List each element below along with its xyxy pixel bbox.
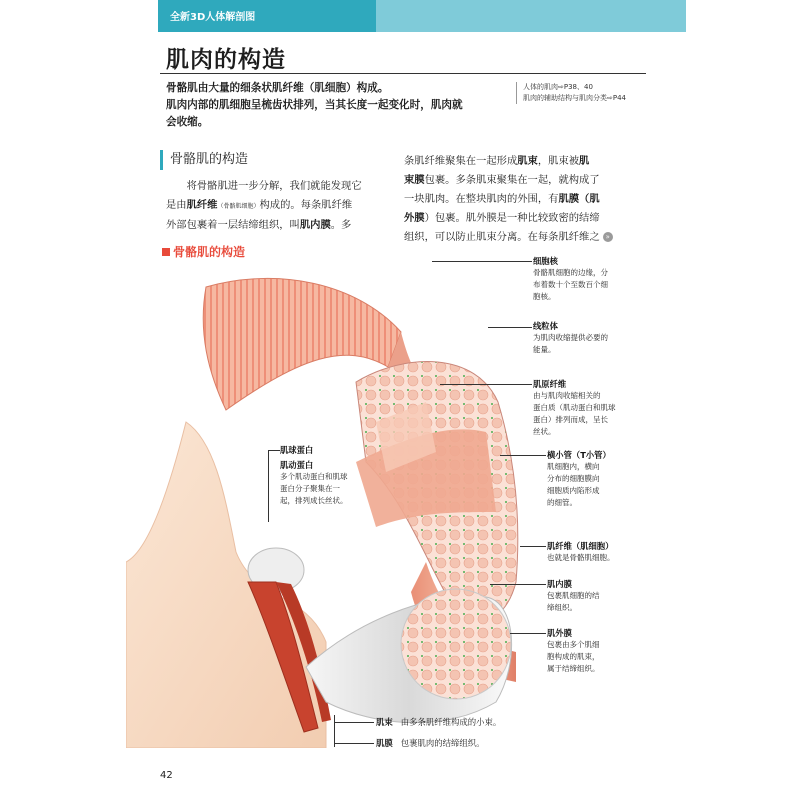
summary-line: 肌肉内部的肌细胞呈梳齿状排列，当其长度一起变化时，肌肉就 xyxy=(166,99,463,111)
title-divider xyxy=(160,73,646,74)
reference-link[interactable]: 肌肉的辅助结构与肌肉分类⇨P44 xyxy=(523,94,626,102)
leader-line xyxy=(500,455,546,456)
label-epimysium: 肌外膜 包裹由多个肌细 胞构成的肌束， 属于结缔组织。 xyxy=(547,628,600,673)
continue-arrow-icon[interactable]: » xyxy=(603,232,613,242)
label-t-tubule: 横小管（T小管） 肌细胞内，横向 分布的细胞膜向 细胞质内陷形成 的细管。 xyxy=(547,450,611,507)
label-myosin: 肌球蛋白 xyxy=(280,445,314,455)
label-muscle-fiber: 肌纤维（肌细胞） 也就是骨骼肌细胞。 xyxy=(547,541,615,562)
term-perimysium: 束膜 xyxy=(404,174,425,186)
body-text-right xyxy=(404,152,613,247)
page-number: 42 xyxy=(160,770,173,781)
term-muscle-fiber: 肌纤维 xyxy=(186,199,218,211)
label-nucleus: 细胞核 骨骼肌细胞的边缘，分 布着数十个至数百个细 胞核。 xyxy=(533,256,608,301)
body-text-left xyxy=(166,177,362,235)
section-heading: 骨骼肌的构造 xyxy=(160,150,248,170)
label-fascicle: 肌束 由多条肌纤维构成的小束。 xyxy=(376,717,502,727)
leader-line xyxy=(432,261,532,262)
term-epimysium: 肌膜（肌 xyxy=(558,193,600,205)
body-line: 外膜）包裹。肌外膜是一种比较致密的结缔 xyxy=(404,212,600,224)
term-endomysium: 肌内膜 xyxy=(299,219,331,231)
body-line: 组织，可以防止肌束分离。在每条肌纤维之 » xyxy=(404,228,613,247)
label-myofibril: 肌原纤维 由与肌肉收缩相关的 蛋白质（肌动蛋白和肌球 蛋白）排列而成，呈长 丝状。 xyxy=(533,379,616,436)
cross-references xyxy=(516,82,626,104)
leader-line xyxy=(334,743,374,744)
leader-line xyxy=(268,450,280,451)
label-endomysium: 肌内膜 包裹肌细胞的结 缔组织。 xyxy=(547,579,600,612)
reference-link[interactable]: 人体的肌肉⇨P38、40 xyxy=(523,83,593,91)
leader-line xyxy=(334,722,374,723)
leader-line xyxy=(488,327,532,328)
leader-line xyxy=(268,450,269,522)
leader-line xyxy=(510,633,546,634)
label-mitochondria: 线粒体 为肌肉收缩提供必要的 能量。 xyxy=(533,321,608,354)
leader-line xyxy=(440,384,532,385)
cross-section xyxy=(401,589,511,699)
label-perimysium: 肌膜 包裹肌肉的结缔组织。 xyxy=(376,738,485,748)
summary-line: 骨骼肌由大量的细条状肌纤维（肌细胞）构成。 xyxy=(166,82,389,94)
header-title: 全新3D人体解剖图 xyxy=(170,12,256,23)
page-title: 肌肉的构造 xyxy=(166,47,286,73)
body-line: 条肌纤维聚集在一起形成肌束，肌束被肌 xyxy=(404,155,590,167)
term-fascicle: 肌束 xyxy=(517,155,538,167)
body-line: 一块肌肉。在整块肌肉的外围，有肌膜（肌 xyxy=(404,193,600,205)
label-actin: 肌动蛋白 多个肌动蛋白和肌球 蛋白分子聚集在一 起，排列成长丝状。 xyxy=(280,460,348,505)
leader-line xyxy=(520,546,546,547)
body-line: 是由肌纤维（骨骼肌细胞）构成的。每条肌纤维 xyxy=(166,199,353,211)
body-line: 外部包裹着一层结缔组织，叫肌内膜。多 xyxy=(166,219,352,231)
body-line: 束膜包裹。多条肌束聚集在一起，就构成了 xyxy=(404,174,600,186)
leader-line xyxy=(490,584,546,585)
summary xyxy=(166,80,496,131)
square-bullet-icon xyxy=(162,248,170,256)
body-line: 将骨骼肌进一步分解，我们就能发现它 xyxy=(186,180,362,192)
summary-line: 会收缩。 xyxy=(166,116,209,128)
figure-heading: 骨骼肌的构造 xyxy=(162,243,245,260)
